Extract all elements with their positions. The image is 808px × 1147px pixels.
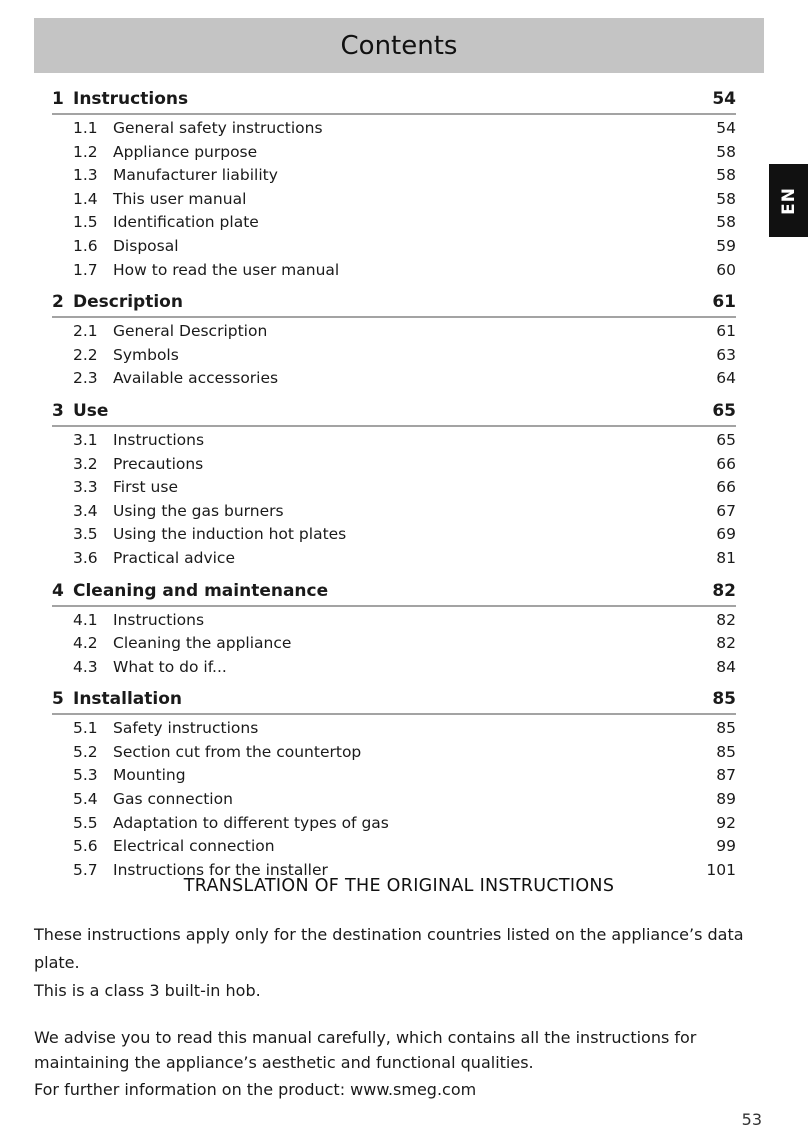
toc-entry-number: 5.2 [73, 742, 98, 761]
toc-entry-title: Using the induction hot plates [113, 525, 347, 544]
toc-section-page: 61 [712, 292, 736, 313]
toc-entry[interactable] [52, 812, 736, 836]
toc-section-heading[interactable] [52, 686, 736, 715]
toc-entry-page: 87 [716, 766, 736, 785]
toc-entry[interactable] [52, 523, 736, 547]
toc-section [52, 289, 736, 391]
paragraph-line: For further information on the product: www.smeg.com [34, 1080, 477, 1099]
toc-entry-page: 59 [716, 236, 736, 255]
toc-section [52, 686, 736, 882]
toc-entry-title: Appliance purpose [113, 142, 258, 161]
toc-section-title: Installation [73, 689, 183, 710]
toc-entry[interactable] [52, 788, 736, 812]
toc-entry-title: Instructions [113, 430, 205, 449]
toc-section-title: Use [73, 400, 109, 421]
toc-entry-page: 99 [716, 837, 736, 856]
toc-entry-title: Practical advice [113, 548, 235, 567]
applicability-paragraph [34, 921, 774, 1005]
toc-section-title: Instructions [73, 89, 189, 109]
toc-entry-page: 66 [716, 454, 736, 473]
toc-entry-page: 63 [716, 345, 736, 364]
toc-entry-title: Adaptation to different types of gas [113, 813, 389, 832]
toc-entry-number: 2.3 [73, 369, 98, 388]
toc-entry-number: 5.6 [73, 837, 98, 856]
toc-entry-page: 60 [716, 260, 736, 279]
toc-entry-number: 1.4 [73, 189, 98, 208]
toc-entry-title: Disposal [113, 236, 179, 255]
toc-section-number: 2 [52, 292, 64, 313]
toc-section-number: 5 [52, 689, 64, 710]
toc-section [52, 86, 736, 282]
paragraph-line: We advise you to read this manual carefully, which contains all the instructions for maintaining the appliance’s aesthetic and functional qualities. [34, 1028, 697, 1072]
toc-entry[interactable] [52, 835, 736, 859]
toc-section [52, 578, 736, 680]
toc-entry-number: 3.6 [73, 548, 98, 567]
toc-entry-number: 5.7 [73, 860, 98, 879]
toc-entry-page: 81 [716, 548, 736, 567]
toc-section-number: 4 [52, 580, 64, 601]
toc-entry-number: 3.2 [73, 454, 98, 473]
toc-section-title: Description [73, 292, 183, 313]
toc-entry[interactable] [52, 453, 736, 477]
toc-entry-title: Manufacturer liability [113, 166, 278, 185]
toc-entry-number: 3.5 [73, 525, 98, 544]
toc-entry-page: 101 [706, 860, 736, 879]
toc-entry-page: 82 [716, 610, 736, 629]
toc-entry[interactable] [52, 164, 736, 188]
toc-entry-title: Instructions [113, 610, 205, 629]
toc-entry-page: 67 [716, 501, 736, 520]
toc-entry[interactable] [52, 717, 736, 741]
toc-entry[interactable] [52, 500, 736, 524]
toc-entry-title: This user manual [113, 189, 247, 208]
toc-entry[interactable] [52, 259, 736, 283]
toc-entry[interactable] [52, 320, 736, 344]
toc-entry[interactable] [52, 188, 736, 212]
advice-paragraph [34, 1025, 774, 1102]
toc-entry[interactable] [52, 429, 736, 453]
toc-entry-number: 1.2 [73, 142, 98, 161]
toc-entry-number: 1.5 [73, 213, 98, 232]
paragraph-line: These instructions apply only for the destination countries listed on the appliance’s data plate. [34, 925, 744, 972]
toc-entry-number: 3.1 [73, 430, 98, 449]
toc-entry[interactable] [52, 117, 736, 141]
toc-entry-number: 4.1 [73, 610, 98, 629]
toc-entry-title: Mounting [113, 766, 186, 785]
toc-entry-number: 3.4 [73, 501, 98, 520]
toc-section-number: 3 [52, 400, 64, 421]
contents-title-bar [34, 18, 764, 73]
toc-entry[interactable] [52, 656, 736, 680]
toc-entry-number: 5.4 [73, 790, 98, 809]
toc-entry[interactable] [52, 547, 736, 571]
toc-entry[interactable] [52, 764, 736, 788]
toc-entry[interactable] [52, 609, 736, 633]
language-tab-label: EN [778, 186, 799, 215]
toc-section-heading[interactable] [52, 86, 736, 115]
toc-entry-number: 2.1 [73, 322, 98, 341]
toc-entry-title: Identification plate [113, 213, 259, 232]
toc-entry-title: Using the gas burners [113, 501, 284, 520]
table-of-contents [52, 86, 736, 889]
toc-entry-page: 85 [716, 719, 736, 738]
toc-section-heading[interactable] [52, 398, 736, 427]
toc-entry-page: 92 [716, 813, 736, 832]
toc-entry-title: General safety instructions [113, 119, 323, 137]
toc-entry-number: 3.3 [73, 478, 98, 497]
toc-entry-page: 61 [716, 322, 736, 341]
toc-entry-title: Symbols [113, 345, 179, 364]
toc-entry-title: Precautions [113, 454, 204, 473]
page-title: Contents [340, 30, 458, 61]
toc-entry[interactable] [52, 211, 736, 235]
toc-entry-page: 58 [716, 166, 736, 185]
toc-entry[interactable] [52, 476, 736, 500]
paragraph-line: This is a class 3 built-in hob. [34, 981, 261, 1000]
toc-entry-number: 1.1 [73, 119, 98, 137]
toc-entry-title: Electrical connection [113, 837, 275, 856]
toc-section-heading[interactable] [52, 578, 736, 607]
toc-section [52, 398, 736, 571]
toc-entry-title: Safety instructions [113, 719, 259, 738]
toc-section-page: 65 [712, 400, 736, 421]
language-tab [769, 164, 808, 237]
toc-entry-page: 54 [716, 119, 736, 137]
toc-entry-page: 58 [716, 142, 736, 161]
toc-entry-number: 5.3 [73, 766, 98, 785]
toc-entry[interactable] [52, 344, 736, 368]
toc-section-page: 54 [712, 89, 736, 109]
toc-entry[interactable] [52, 741, 736, 765]
toc-entry[interactable] [52, 235, 736, 259]
toc-entry-title: Instructions for the installer [113, 860, 328, 879]
toc-entry[interactable] [52, 367, 736, 391]
toc-entry-page: 69 [716, 525, 736, 544]
toc-entry[interactable] [52, 141, 736, 165]
toc-entry-title: What to do if... [113, 657, 227, 676]
toc-entry-title: Section cut from the countertop [113, 742, 362, 761]
toc-entry-number: 1.6 [73, 236, 98, 255]
toc-section-number: 1 [52, 89, 64, 109]
toc-entry-page: 65 [716, 430, 736, 449]
toc-entry-title: First use [113, 478, 178, 497]
toc-entry-page: 85 [716, 742, 736, 761]
toc-entry-number: 2.2 [73, 345, 98, 364]
toc-entry-page: 64 [716, 369, 736, 388]
toc-entry-number: 1.3 [73, 166, 98, 185]
toc-section-page: 82 [712, 580, 736, 601]
toc-entry-title: How to read the user manual [113, 260, 340, 279]
toc-entry-title: Gas connection [113, 790, 233, 809]
page-number: 53 [741, 1110, 762, 1129]
toc-entry-page: 58 [716, 189, 736, 208]
toc-entry[interactable] [52, 632, 736, 656]
toc-entry-title: Cleaning the appliance [113, 634, 292, 653]
translation-heading: TRANSLATION OF THE ORIGINAL INSTRUCTIONS [183, 876, 615, 896]
toc-entry-page: 84 [716, 657, 736, 676]
toc-section-page: 85 [712, 689, 736, 710]
toc-entry-number: 4.3 [73, 657, 98, 676]
toc-section-title: Cleaning and maintenance [73, 580, 329, 601]
toc-entry-page: 82 [716, 634, 736, 653]
toc-entry-number: 4.2 [73, 634, 98, 653]
toc-entry-title: Available accessories [113, 369, 279, 388]
toc-entry-number: 5.1 [73, 719, 98, 738]
toc-entry-page: 58 [716, 213, 736, 232]
toc-section-heading[interactable] [52, 289, 736, 318]
toc-entry-number: 5.5 [73, 813, 98, 832]
toc-entry-title: General Description [113, 322, 268, 341]
toc-entry-page: 89 [716, 790, 736, 809]
toc-entry-number: 1.7 [73, 260, 98, 279]
toc-entry-page: 66 [716, 478, 736, 497]
